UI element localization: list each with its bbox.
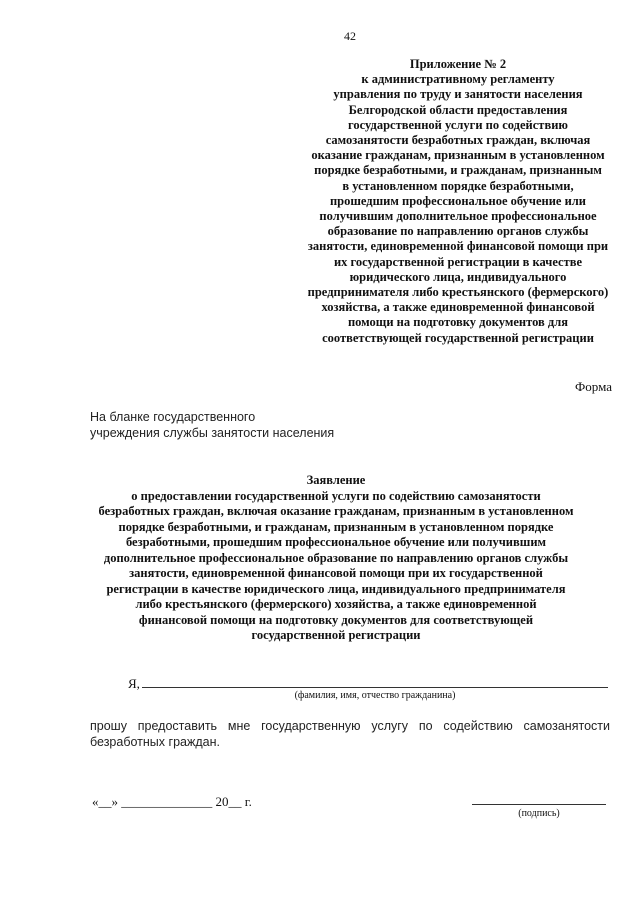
appendix-line: помощи на подготовку документов для [347,315,569,330]
appendix-line: государственной услуги по содействию [348,117,568,132]
appendix-line: порядке безработными, и гражданам, признанным [314,163,602,178]
request-word: государственную [261,719,361,733]
appendix-line: самозанятости безработных граждан, включая [325,133,591,148]
statement-line: либо крестьянского (фермерского) хозяйства, а также единовременной [135,597,537,611]
letterhead-line: учреждения службы занятости населения [90,426,335,440]
appendix-line: к административному регламенту [361,72,555,87]
statement-line: государственной регистрации [251,628,421,642]
appendix-line: оказание гражданам, признанным в установленном [311,148,605,163]
form-label: Форма [575,379,612,394]
appendix-line: предпринимателя либо крестьянского (фермерского) [307,285,609,300]
appendix-line: юридического лица, индивидуального [349,269,567,284]
letterhead-line: На бланке государственного [90,410,256,424]
statement-title: Заявление [306,473,366,487]
signature-field[interactable] [472,804,606,805]
request-word: услугу [371,719,409,733]
appendix-line: Белгородской области предоставления [348,102,568,117]
request-word: прошу [90,719,127,733]
statement-line: о предоставлении государственной услуги по содействию самозанятости [131,488,541,503]
request-word: предоставить [137,719,218,733]
request-text [90,718,610,750]
appendix-line: Приложение № 2 [409,57,507,71]
page-number: 42 [344,29,356,43]
statement-line: регистрации в качестве юридического лица, индивидуального предпринимателя [106,581,566,596]
request-word: самозанятости [523,719,610,733]
appendix-line: получившим дополнительное профессиональное [319,209,597,224]
applicant-name-field[interactable] [142,687,608,688]
signature-hint: (подпись) [518,808,560,819]
appendix-line: их государственной регистрации в качестве [333,254,583,269]
appendix-line: образование по направлению органов службы [327,224,589,239]
applicant-name-hint: (фамилия, имя, отчество гражданина) [294,690,456,701]
statement-line: финансовой помощи на подготовку документов для соответствующей [138,612,534,627]
request-word: содействию [443,719,513,733]
appendix-line: прошедшим профессиональное обучение или [329,193,587,208]
appendix-line: в установленном порядке безработными, [342,178,574,193]
appendix-line: управления по труду и занятости населения [333,87,583,102]
date-field[interactable]: «__» ______________ 20__ г. [92,794,252,809]
request-line [90,718,610,734]
statement-line: безработными, прошедшим профессиональное обучение или получившим [125,535,547,549]
statement-line: безработных граждан, включая оказание гражданам, признанным в установленном [98,504,574,518]
applicant-prefix: Я, [128,676,140,691]
request-word: мне [227,719,251,733]
appendix-heading [282,57,634,346]
statement-line: занятости, единовременной финансовой помощи при их государственной [129,566,543,580]
statement-heading [88,473,584,644]
request-word: по [418,719,433,733]
appendix-line: соответствующей государственной регистрации [322,330,594,345]
appendix-line: хозяйства, а также единовременной финансовой [321,300,595,315]
appendix-line: занятости, единовременной финансовой помощи при [307,239,609,254]
letterhead-note [90,409,334,441]
statement-line: порядке безработными, и гражданам, признанным в установленном порядке [118,519,554,534]
statement-line: дополнительное профессиональное образование по направлению органов службы [103,550,569,565]
request-line: безработных граждан. [90,735,220,749]
